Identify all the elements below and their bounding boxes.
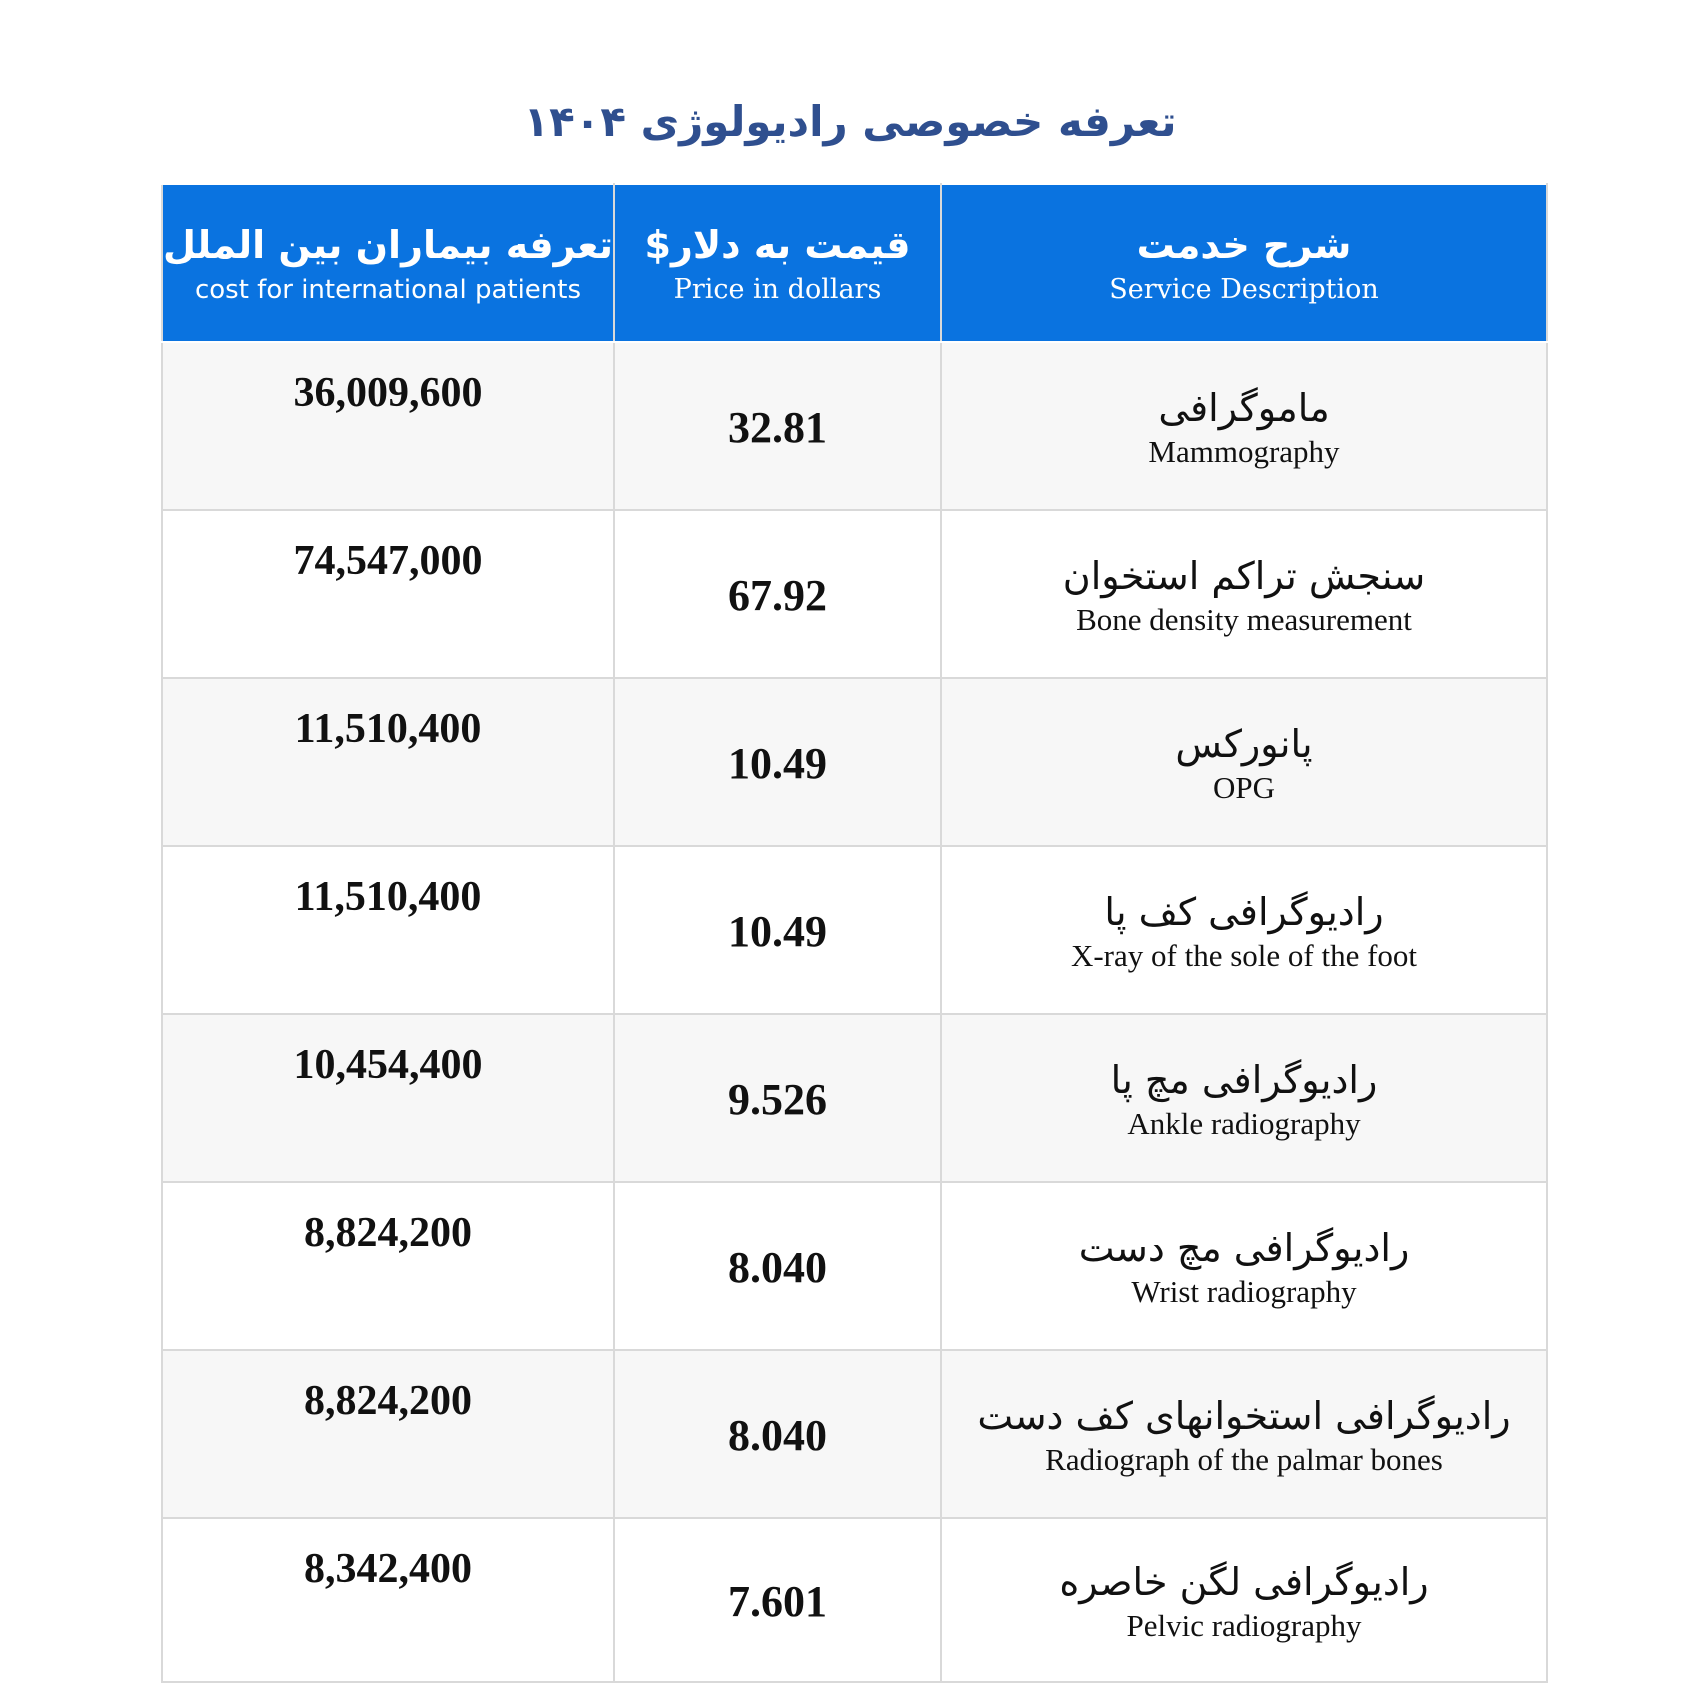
price-cell: 67.92: [614, 510, 941, 678]
cost-cell: 11,510,400: [162, 846, 614, 1014]
description-cell: [941, 1350, 1547, 1518]
service-name-fa: پانورکس: [1175, 722, 1313, 766]
header-price-en: Price in dollars: [673, 274, 882, 305]
service-name-en: Wrist radiography: [1131, 1274, 1357, 1309]
price-cell: 8.040: [614, 1350, 941, 1518]
cost-cell: 8,824,200: [162, 1182, 614, 1350]
table-row: [162, 510, 1547, 678]
table-row: [162, 342, 1547, 510]
cost-cell: 8,342,400: [162, 1518, 614, 1682]
price-cell: 10.49: [614, 678, 941, 846]
header-description-fa: شرح خدمت: [1136, 223, 1352, 267]
service-name-en: Radiograph of the palmar bones: [1045, 1442, 1443, 1477]
service-name-en: Mammography: [1148, 434, 1340, 469]
price-cell: 7.601: [614, 1518, 941, 1682]
table-row: [162, 1350, 1547, 1518]
table-row: [162, 678, 1547, 846]
table-row: [162, 1014, 1547, 1182]
price-cell: 8.040: [614, 1182, 941, 1350]
header-cost: [162, 184, 614, 342]
cost-cell: 8,824,200: [162, 1350, 614, 1518]
service-name-en: Bone density measurement: [1076, 602, 1412, 637]
service-name-fa: رادیوگرافی استخوانهای کف دست: [977, 1394, 1511, 1438]
description-cell: [941, 846, 1547, 1014]
cost-cell: 11,510,400: [162, 678, 614, 846]
description-cell: [941, 1182, 1547, 1350]
price-cell: 32.81: [614, 342, 941, 510]
page-title: تعرفه خصوصی رادیولوژی ۱۴۰۴: [523, 97, 1177, 146]
table-body: [162, 342, 1547, 1682]
table-row: [162, 846, 1547, 1014]
description-cell: [941, 1518, 1547, 1682]
service-name-en: Pelvic radiography: [1126, 1608, 1362, 1643]
service-name-fa: رادیوگرافی مچ دست: [1078, 1226, 1410, 1270]
cost-cell: 74,547,000: [162, 510, 614, 678]
description-cell: [941, 1014, 1547, 1182]
tariff-table: [161, 183, 1548, 1683]
cost-cell: 10,454,400: [162, 1014, 614, 1182]
header-price: [614, 184, 941, 342]
service-name-fa: رادیوگرافی کف پا: [1104, 890, 1384, 934]
header-cost-en: cost for international patients: [194, 275, 582, 305]
table-row: [162, 1518, 1547, 1682]
service-name-fa: رادیوگرافی مچ پا: [1110, 1058, 1378, 1102]
table-header: [162, 184, 1547, 342]
service-name-en: Ankle radiography: [1127, 1106, 1361, 1141]
service-name-en: OPG: [1212, 770, 1275, 805]
description-cell: [941, 510, 1547, 678]
service-name-fa: سنجش تراکم استخوان: [1062, 554, 1426, 598]
service-name-fa: رادیوگرافی لگن خاصره: [1059, 1560, 1429, 1604]
price-cell: 9.526: [614, 1014, 941, 1182]
table-row: [162, 1182, 1547, 1350]
description-cell: [941, 342, 1547, 510]
description-cell: [941, 678, 1547, 846]
price-cell: 10.49: [614, 846, 941, 1014]
header-price-fa: قیمت به دلار$: [644, 223, 911, 267]
service-name-en: X-ray of the sole of the foot: [1070, 938, 1418, 973]
header-cost-fa: تعرفه بیماران بین الملل: [162, 223, 613, 267]
header-row: [162, 184, 1547, 342]
cost-cell: 36,009,600: [162, 342, 614, 510]
service-name-fa: ماموگرافی: [1158, 386, 1330, 430]
header-description: [941, 184, 1547, 342]
header-description-en: Service Description: [1109, 274, 1379, 305]
